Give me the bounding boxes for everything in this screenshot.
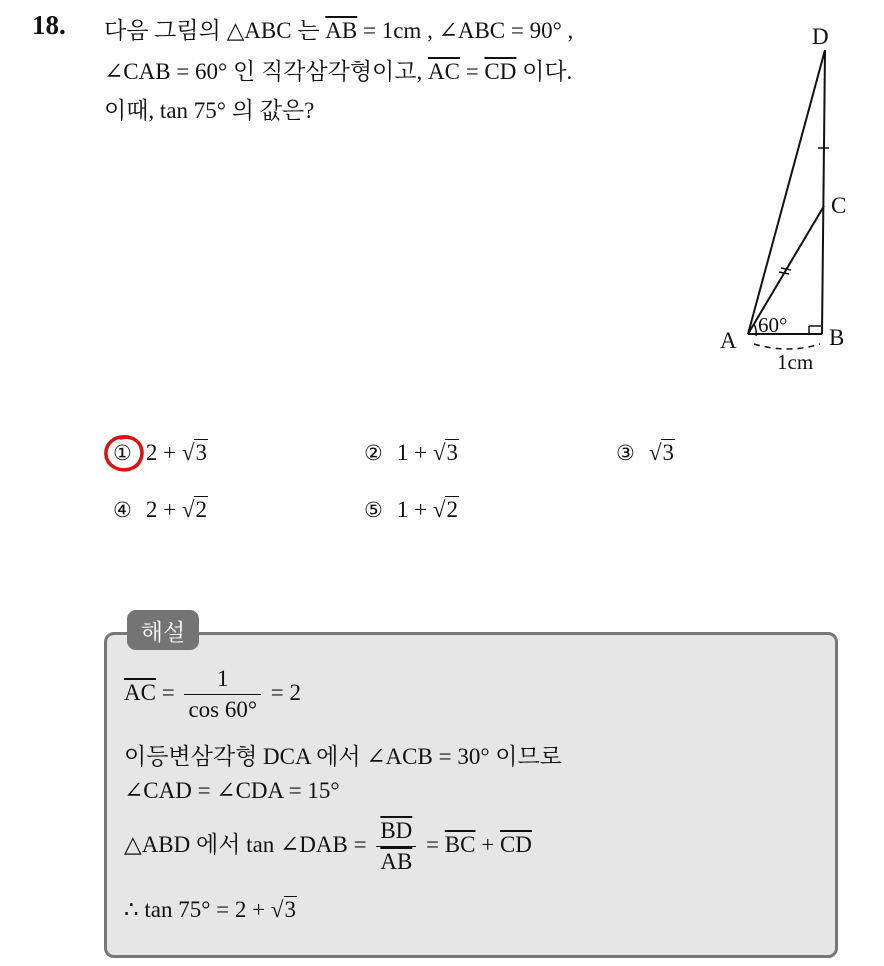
fraction-bd-over-ab: $\frac{\overline{BD}}{AB}$	[376, 816, 416, 877]
segment-ac: $\overline{AC}$	[427, 59, 460, 84]
right-angle-mark	[809, 326, 821, 334]
line-db	[822, 50, 825, 334]
label-c: C	[831, 193, 847, 218]
segment-ab: $\overline{AB}$	[325, 18, 358, 43]
choice-3[interactable]: ③ √3	[616, 440, 674, 465]
choice-4[interactable]: ④ 2 + √2	[113, 497, 207, 522]
label-b: B	[829, 325, 845, 350]
question-line-1: 다음 그림의 △ABC 는 $\overline{AB} = 1cm$ , ∠ABC = 90° ,	[104, 18, 574, 43]
solution-tag: 해설	[127, 610, 199, 650]
solution-line-1: $\overline{AC}$ = $\frac{1}{\cos 60^\circ}$ = 2	[124, 664, 301, 725]
solution-line-4: △ABD 에서 tan ∠DAB = $\frac{\overline{BD}}{AB}$ = $\overline{BC} + \overline{CD}$	[124, 816, 532, 877]
solution-line-5: ∴ tan 75° = 2 + √3	[124, 897, 296, 922]
label-d: D	[812, 24, 829, 49]
question-line-3: 이때, tan 75° 의 값은?	[104, 98, 315, 123]
triangle-figure	[700, 10, 870, 380]
length-label: 1cm	[777, 350, 814, 374]
length-brace	[754, 344, 820, 349]
fraction-1-over-cos60: $\frac{1}{\cos 60^\circ}$	[184, 664, 261, 725]
segment-cd: $\overline{CD}$	[484, 59, 517, 84]
line-ad	[748, 50, 825, 334]
choice-1[interactable]: ① 2 + √3	[113, 440, 207, 465]
label-a: A	[720, 328, 737, 353]
question-line-2: ∠CAB = 60° 인 직각삼각형이고, $\overline{AC} = \overline{CD}$ 이다.	[104, 59, 573, 84]
solution-line-2: 이등변삼각형 DCA 에서 ∠ACB = 30° 이므로	[124, 744, 562, 769]
question-number: 18.	[32, 10, 66, 40]
choice-5[interactable]: ⑤ 1 + √2	[364, 497, 458, 522]
solution-line-3: ∠CAD = ∠CDA = 15°	[124, 778, 340, 803]
choice-2[interactable]: ② 1 + √3	[364, 440, 458, 465]
angle-label: 60°	[758, 313, 788, 337]
